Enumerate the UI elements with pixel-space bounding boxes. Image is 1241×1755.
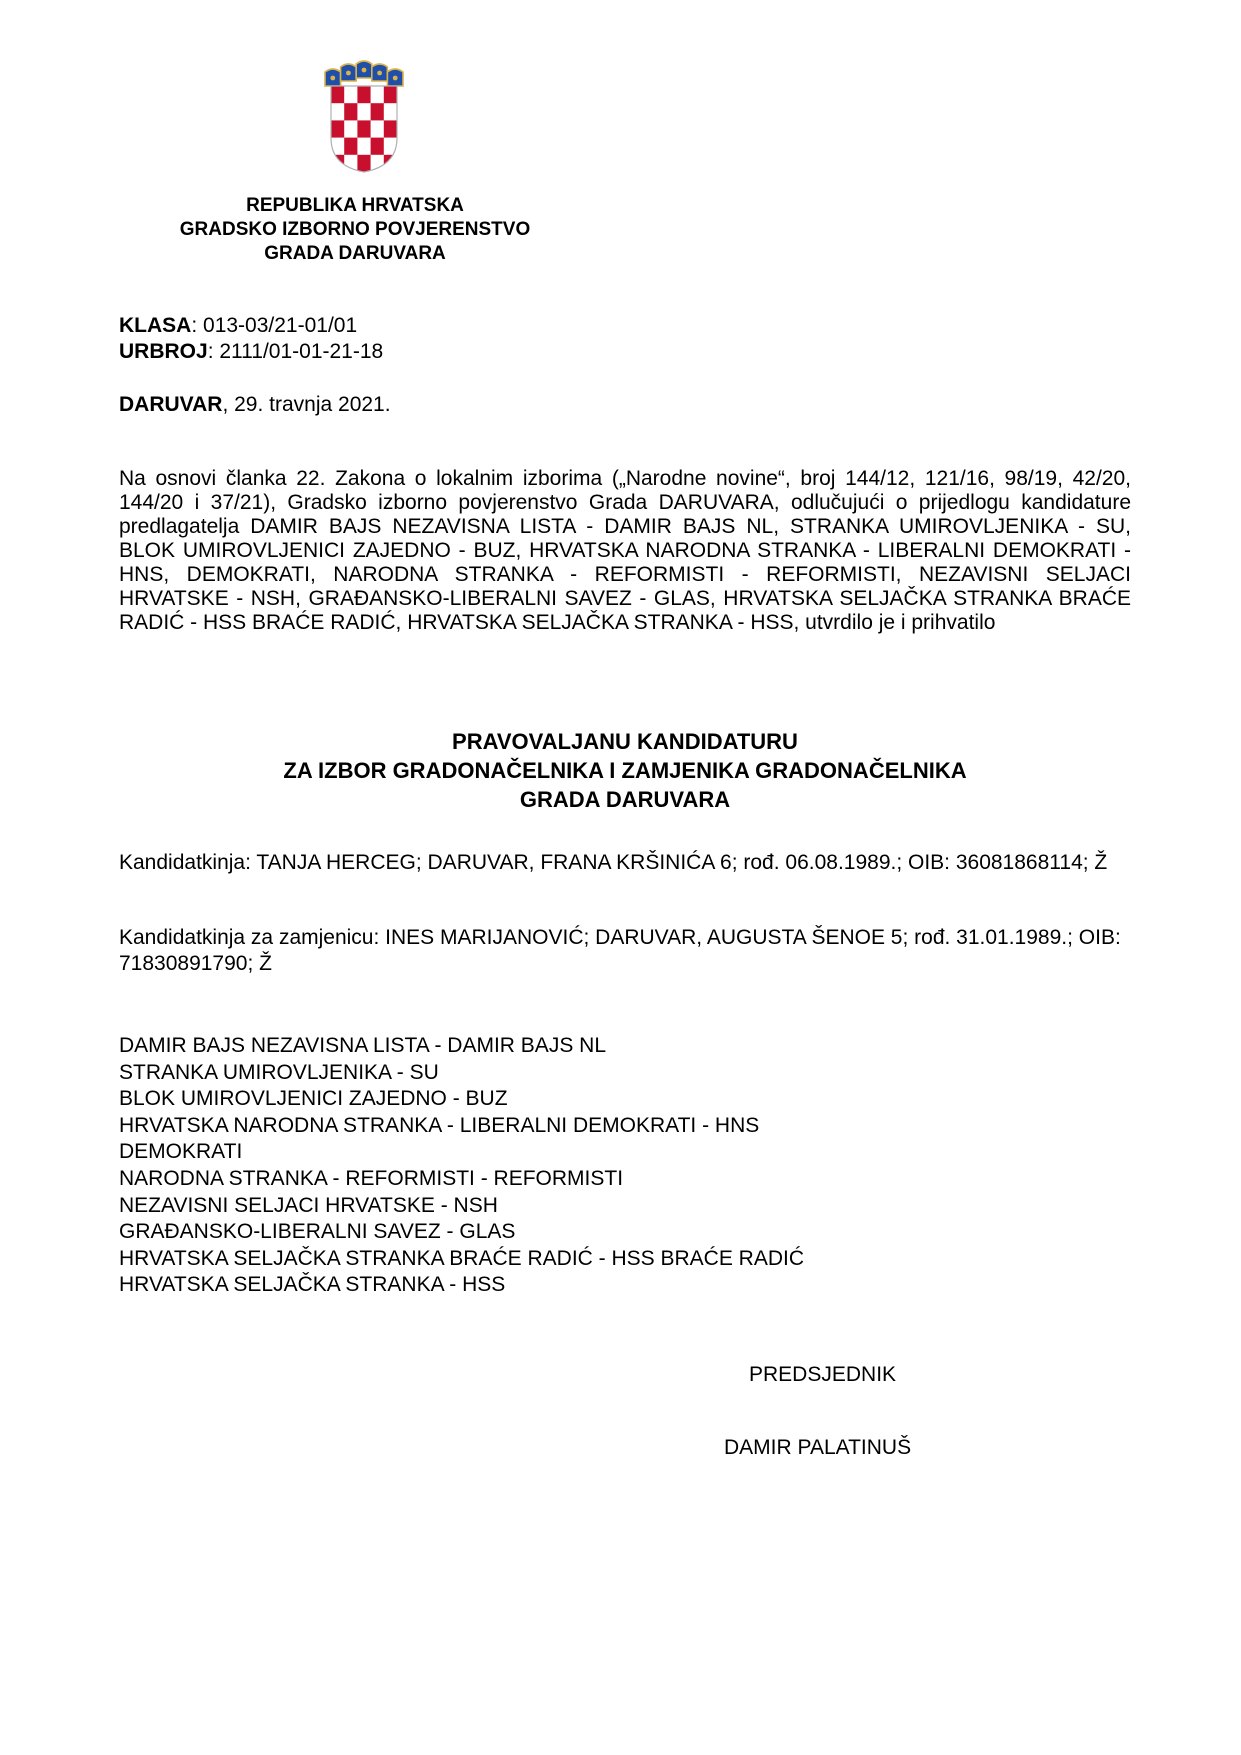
decision-line-3: GRADA DARUVARA — [519, 787, 731, 812]
party-item: STRANKA UMIROVLJENIKA - SU — [119, 1060, 439, 1084]
crown-icon — [325, 61, 403, 86]
decision-heading — [119, 727, 1131, 814]
place-date-line — [119, 392, 1129, 418]
decision-line-1: PRAVOVALJANU KANDIDATURU — [452, 729, 798, 754]
place: DARUVAR — [119, 393, 223, 416]
authority-line-3: GRADA DARUVARA — [264, 243, 446, 264]
party-item: NARODNA STRANKA - REFORMISTI - REFORMISTI — [119, 1166, 624, 1190]
party-item: GRAĐANSKO-LIBERALNI SAVEZ - GLAS — [119, 1220, 516, 1244]
klasa-value: : 013-03/21-01/01 — [191, 314, 358, 337]
party-item: NEZAVISNI SELJACI HRVATSKE - NSH — [119, 1193, 498, 1217]
party-item: BLOK UMIROVLJENICI ZAJEDNO - BUZ — [119, 1087, 508, 1111]
party-item: DAMIR BAJS NEZAVISNA LISTA - DAMIR BAJS NL — [119, 1034, 606, 1057]
authority-line-1: REPUBLIKA HRVATSKA — [246, 195, 464, 216]
deputy-candidate-entry: Kandidatkinja za zamjenicu: INES MARIJANOVIĆ; DARUVAR, AUGUSTA ŠENOE 5; rođ. 31.01.1989.; OIB: 71830891790; Ž — [119, 926, 1121, 975]
urbroj-value: : 2111/01-01-21-18 — [207, 340, 384, 363]
decision-line-2: ZA IZBOR GRADONAČELNIKA I ZAMJENIKA GRADONAČELNIKA — [283, 758, 967, 783]
urbroj-label: URBROJ — [119, 340, 208, 363]
party-item: HRVATSKA NARODNA STRANKA - LIBERALNI DEMOKRATI - HNS — [119, 1113, 760, 1137]
issuing-authority — [140, 194, 570, 266]
intro-paragraph: Na osnovi članka 22. Zakona o lokalnim izborima („Narodne novine“, broj 144/12, 121/16, 98/19, 42/20, 144/20 i 37/21), Gradsko izborno povjerenstvo Grada DARUVARA, odlučujući o prijedlogu kandidature predlagatelja DAMIR BAJS NEZAVISNA LISTA - DAMIR BAJS NL, STRANKA UMIROVLJENIKA - SU, BLOK UMIROVLJENICI ZAJEDNO - BUZ, HRVATSKA NARODNA STRANKA - LIBERALNI DEMOKRATI - HNS, DEMOKRATI, NARODNA STRANKA - REFORMISTI - REFORMISTI, NEZAVISNI SELJACI HRVATSKE - NSH, GRAĐANSKO-LIBERALNI SAVEZ - GLAS, HRVATSKA SELJAČKA STRANKA BRAĆE RADIĆ - HSS BRAĆE RADIĆ, HRVATSKA SELJAČKA STRANKA - HSS, utvrdilo je i prihvatilo — [119, 467, 1131, 634]
candidate-entry: Kandidatkinja: TANJA HERCEG; DARUVAR, FRANA KRŠINIĆA 6; rođ. 06.08.1989.; OIB: 36081868114; Ž — [119, 851, 1108, 874]
klasa-line — [119, 313, 1129, 339]
party-item: HRVATSKA SELJAČKA STRANKA - HSS — [119, 1273, 506, 1297]
party-item: HRVATSKA SELJAČKA STRANKA BRAĆE RADIĆ - HSS BRAĆE RADIĆ — [119, 1246, 805, 1270]
croatian-coat-of-arms-icon — [323, 58, 405, 176]
urbroj-line — [119, 339, 1129, 365]
klasa-label: KLASA — [119, 314, 192, 337]
signature-name: DAMIR PALATINUŠ — [724, 1436, 912, 1459]
party-item: DEMOKRATI — [119, 1140, 243, 1164]
checkered-shield-icon — [331, 86, 397, 172]
nominating-parties-list — [119, 1033, 1131, 1299]
signature-title: PREDSJEDNIK — [749, 1363, 897, 1386]
authority-line-2: GRADSKO IZBORNO POVJERENSTVO — [179, 219, 531, 240]
date: , 29. travnja 2021. — [222, 393, 391, 416]
